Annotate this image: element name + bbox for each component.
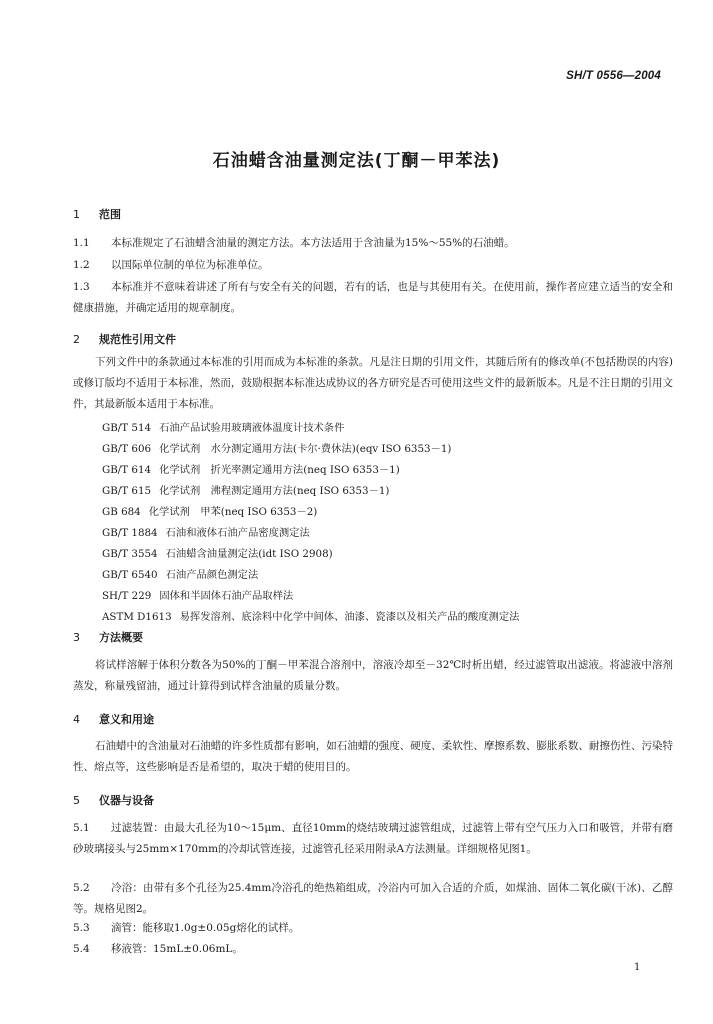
reference-item [102,544,519,565]
clause-5-3 [73,918,673,939]
reference-item [102,565,519,586]
clause-5-2 [73,878,673,920]
reference-item [102,502,519,523]
reference-item [102,460,519,481]
reference-code: GB/T 606 [102,443,152,455]
reference-title: 石油产品颜色测定法 [165,569,259,581]
clause-text: 滴管：能移取1.0g±0.05g熔化的试样。 [111,922,300,934]
clause-number: 5.4 [73,943,90,955]
reference-code: ASTM D1613 [102,611,172,623]
clause-number: 1.2 [73,259,90,271]
reference-title: 固体和半固体石油产品取样法 [159,590,294,602]
clause-text: 本标准并不意味着讲述了所有与安全有关的问题，若有的话，也是与其使用有关。在使用前，操作者应建立适当的安全和健康措施，并确定适用的规章制度。 [73,281,673,314]
clause-5-4 [73,939,673,960]
clause-number: 5.1 [73,822,90,834]
section-title: 意义和用途 [99,713,154,726]
section-2-intro: 下列文件中的条款通过本标准的引用而成为本标准的条款。凡是注日期的引用文件，其随后所有的修改单(不包括勘误的内容)或修订版均不适用于本标准，然而，鼓励根据本标准达成协议的各方研究是否可使用这些文件的最新版本。凡是不注日期的引用文件，其最新版本适用于本标准。 [73,356,673,410]
reference-code: GB/T 1884 [102,527,158,539]
reference-title: 化学试剂 沸程测定通用方法(neq ISO 6353－1) [159,485,390,497]
clause-number: 5.2 [73,882,90,894]
reference-title: 石油和液体石油产品密度测定法 [165,527,310,539]
page-number: 1 [634,962,641,973]
clause-number: 1.3 [73,281,90,293]
clause-5-1 [73,818,673,860]
section-number: 4 [73,713,80,726]
reference-item [102,481,519,502]
section-title: 仪器与设备 [99,794,154,807]
normative-references-list [102,418,519,628]
section-title: 方法概要 [99,631,143,644]
reference-title: 化学试剂 水分测定通用方法(卡尔·费休法)(eqv ISO 6353－1) [159,443,452,455]
section-3-text: 将试样溶解于体积分数各为50%的丁酮－甲苯混合溶剂中，溶液冷却至－32℃时析出蜡，经过滤管取出滤液。将滤液中溶剂蒸发，称量残留油，通过计算得到试样含油量的质量分数。 [73,659,673,692]
standard-code: SH/T 0556—2004 [566,70,661,82]
clause-text: 过滤装置：由最大孔径为10～15μm、直径10mm的烧结玻璃过滤管组成，过滤管上带有空气压力入口和吸管，并带有磨砂玻璃接头与25mm×170mm的冷却试管连接，过滤管孔径采用附录A方法测量。详细规格见图1。 [73,822,673,855]
reference-code: GB/T 614 [102,464,152,476]
reference-code: GB/T 615 [102,485,152,497]
reference-code: GB/T 6540 [102,569,158,581]
reference-item [102,523,519,544]
reference-item [102,586,519,607]
clause-number: 5.3 [73,922,90,934]
reference-title: 化学试剂 折光率测定通用方法(neq ISO 6353－1) [159,464,400,476]
reference-title: 易挥发溶剂、底涂料中化学中间体、油漆、瓷漆以及相关产品的酸度测定法 [179,611,520,623]
section-number: 1 [73,208,80,221]
reference-title: 石油产品试验用玻璃液体温度计技术条件 [159,422,345,434]
section-4-text: 石油蜡中的含油量对石油蜡的许多性质都有影响，如石油蜡的强度、硬度、柔软性、摩擦系数、膨胀系数、耐擦伤性、污染特性、熔点等，这些影响是否是希望的，取决于蜡的使用目的。 [73,740,673,773]
section-number: 5 [73,794,80,807]
reference-item [102,439,519,460]
clause-text: 移液管：15mL±0.06mL。 [111,943,243,955]
section-number: 2 [73,333,80,346]
reference-item [102,418,519,439]
reference-code: GB/T 3554 [102,548,158,560]
clause-number: 1.1 [73,237,90,249]
clause-1-3 [73,277,673,319]
section-title: 范围 [99,208,121,221]
reference-title: 化学试剂 甲苯(neq ISO 6353－2) [148,506,318,518]
clause-1-1 [73,233,673,254]
section-5-heading [73,792,154,808]
section-2-heading [73,331,176,347]
section-4-heading [73,711,154,727]
reference-title: 石油蜡含油量测定法(idt ISO 2908) [165,548,333,560]
section-title: 规范性引用文件 [99,333,176,346]
clause-text: 本标准规定了石油蜡含油量的测定方法。本方法适用于含油量为15%～55%的石油蜡。 [111,237,515,249]
clause-text: 冷浴：由带有多个孔径为25.4mm冷浴孔的绝热箱组成，冷浴内可加入合适的介质，如煤油、固体二氧化碳(干冰)、乙醇等。规格见图2。 [73,882,673,915]
reference-code: GB 684 [102,506,141,518]
reference-code: GB/T 514 [102,422,152,434]
document-title: 石油蜡含油量测定法(丁酮－甲苯法) [212,151,501,171]
clause-text: 以国际单位制的单位为标准单位。 [111,259,269,271]
section-number: 3 [73,631,80,644]
section-3-heading [73,629,143,645]
clause-1-2 [73,255,673,276]
reference-item [102,607,519,628]
reference-code: SH/T 229 [102,590,152,602]
section-1-heading [73,206,121,222]
